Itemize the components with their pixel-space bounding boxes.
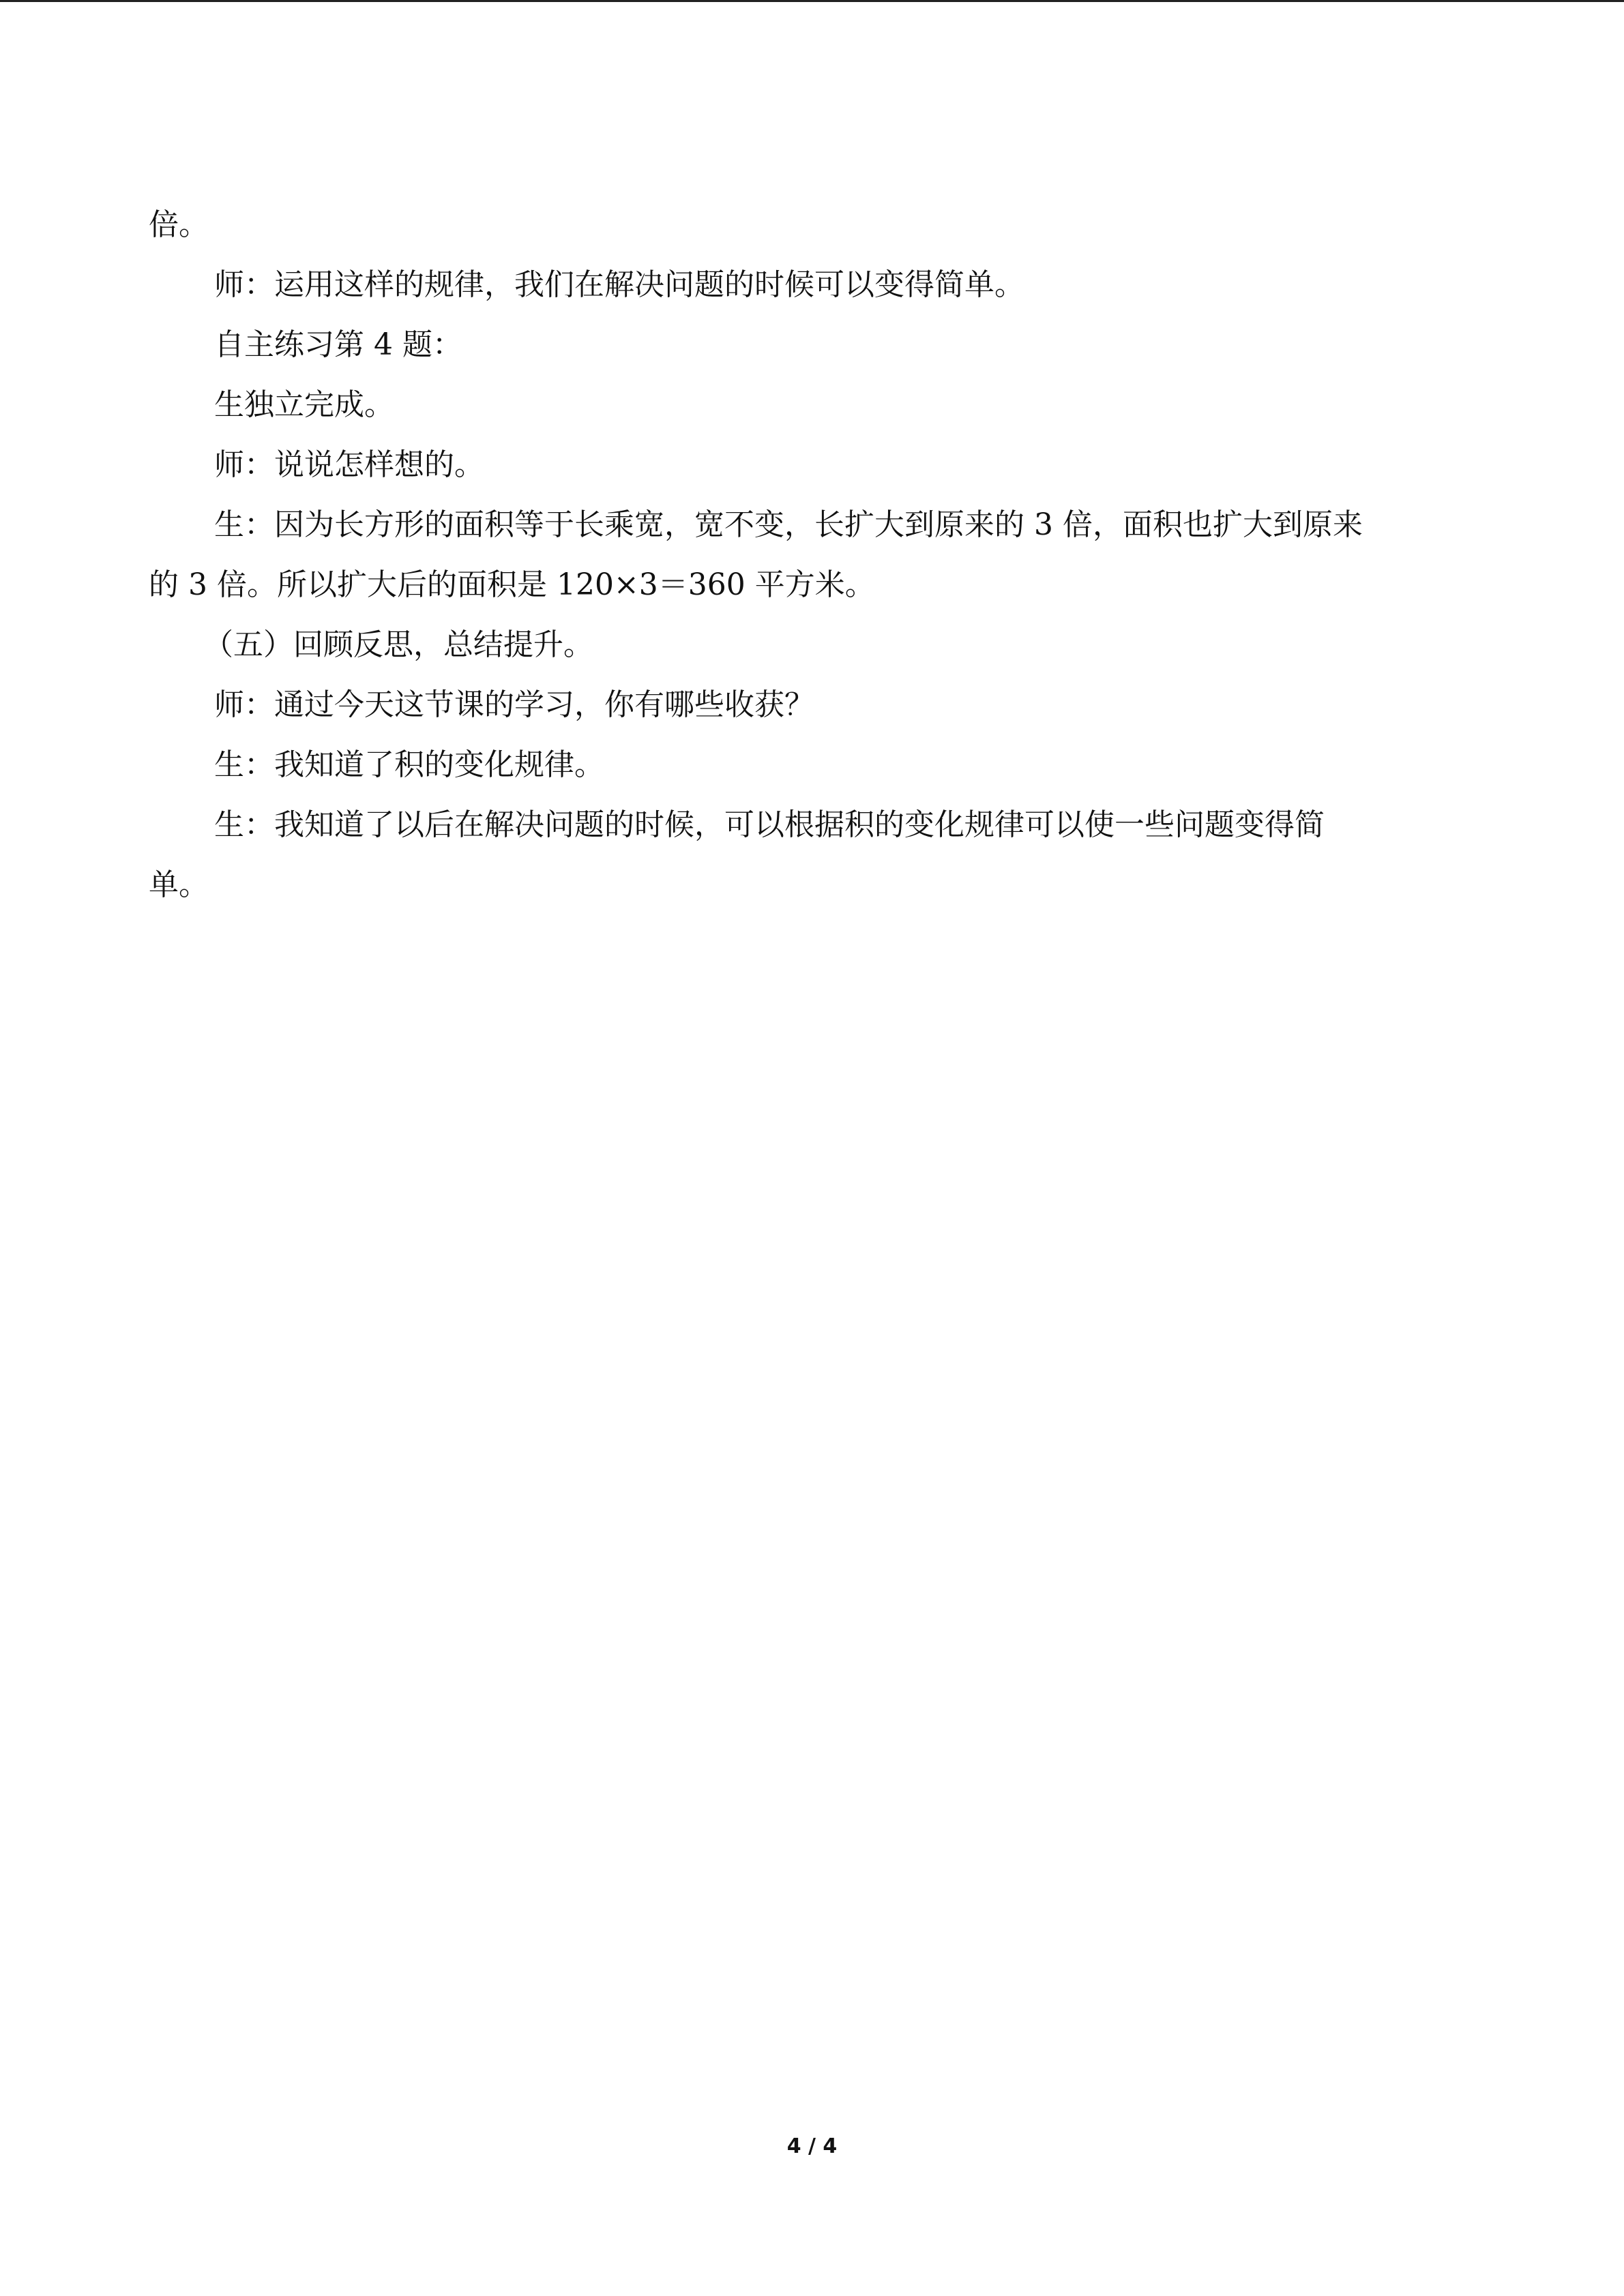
text-line: 生独立完成。	[214, 387, 394, 422]
page-top-border	[0, 0, 1624, 2]
text-line: 自主练习第 4 题：	[214, 327, 462, 362]
text-line: 师：通过今天这节课的学习，你有哪些收获？	[214, 687, 814, 722]
text-line: 倍。	[149, 207, 209, 242]
text-line: 单。	[149, 867, 209, 902]
page-number: 4 / 4	[786, 2134, 838, 2158]
text-line: 生：我知道了积的变化规律。	[214, 747, 604, 782]
text-line: 师：说说怎样想的。	[214, 447, 484, 482]
text-line: 生：因为长方形的面积等于长乘宽，宽不变，长扩大到原来的 3 倍，面积也扩大到原来	[214, 507, 1363, 542]
text-line: 师：运用这样的规律，我们在解决问题的时候可以变得简单。	[214, 267, 1024, 302]
text-line: 生：我知道了以后在解决问题的时候，可以根据积的变化规律可以使一些问题变得简	[214, 807, 1325, 842]
text-line: 的 3 倍。所以扩大后的面积是 120×3＝360 平方米。	[149, 567, 875, 602]
section-heading: （五）回顾反思，总结提升。	[203, 627, 593, 662]
